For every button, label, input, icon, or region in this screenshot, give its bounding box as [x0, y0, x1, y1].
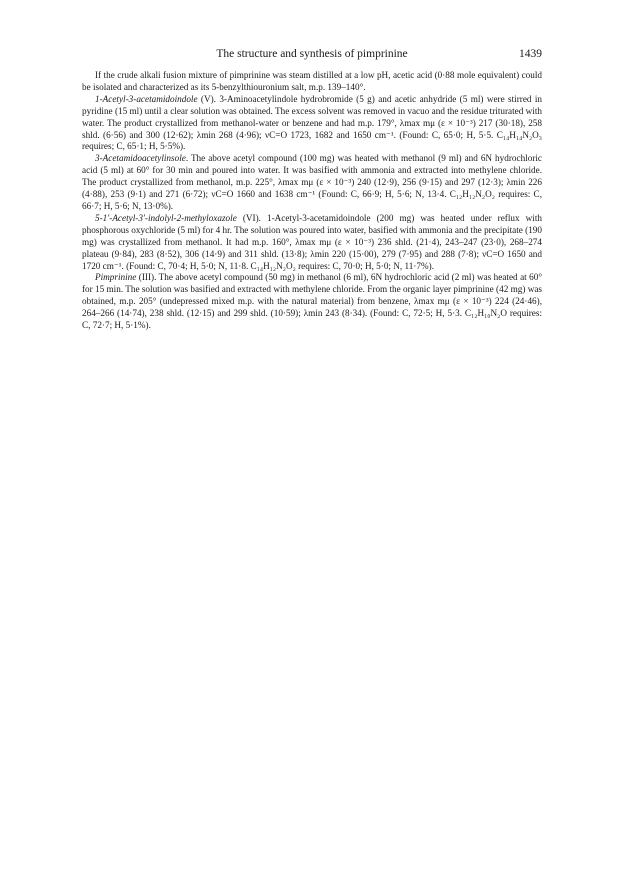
- paragraph-acetyl-acetamidoindole: [82, 94, 542, 154]
- paragraph-text: . The above acetyl compound (100 mg) was heated with methanol (9 ml) and 6N hydrochloric acid (5 ml) at 60° for 30 min and poured into water. It was basified with ammonia and extracted into methylene chloride. The product crystallized from methanol, m.p. 225°, λmax mμ (ε × 10⁻³) 240 (12·9), 256 (9·15) and 297 (12·3); λmin 226 (4·88), 253 (9·1) and 271 (6·72); νC=O 1660 and 1638 cm⁻¹ (Found: C, 66·9; H, 5·6; N, 13·4. C₁₂H₁₂N₂O₂ requires: C, 66·7; H, 5·6; N, 13·0%).: [82, 153, 542, 211]
- paragraph-pimprinine: [82, 272, 542, 332]
- paragraph-methyloxazole: [82, 213, 542, 273]
- compound-name: 5-1′-Acetyl-3′-indolyl-2-methyloxazole: [95, 212, 237, 223]
- article-body: [82, 70, 542, 332]
- paragraph-text: (V). 3-Aminoacetylindole hydrobromide (5 g) and acetic anhydride (5 ml) were stirred in pyridine (15 ml) until a clear solution was obtained. The excess solvent was removed in vacuo and the residue triturated with water. The product crystallized from methanol-water or benzene and had m.p. 179°, λmax mμ (ε × 10⁻³) 217 (30·18), 258 shld. (6·56) and 300 (12·62); λmin 268 (4·96); νC=O 1723, 1682 and 1650 cm⁻¹. (Found: C, 65·0; H, 5·5. C₁₄H₁₄N₂O₃ requires; C, 65·1; H, 5·5%).: [82, 93, 542, 152]
- page-number: 1439: [519, 48, 542, 60]
- paragraph-acetamidoacetylindole: [82, 153, 542, 213]
- compound-name: 1-Acetyl-3-acetamidoindole: [95, 93, 198, 104]
- compound-name: Pimprinine: [95, 272, 137, 283]
- running-header: [82, 48, 542, 64]
- compound-name: 3-Acetamidoacetylinsole: [95, 153, 186, 164]
- running-title: The structure and synthesis of pimprinine: [216, 48, 408, 60]
- paragraph-text: If the crude alkali fusion mixture of pimprinine was steam distilled at a low pH, acetic acid (0·88 mole equivalent) could be isolated and characterized as its 5-benzylthiouronium salt, m.p. 139–140°.: [82, 70, 542, 92]
- paragraph-text: (III). The above acetyl compound (50 mg) in methanol (6 ml), 6N hydrochloric acid (2 ml) was heated at 60° for 15 min. The solution was basified and extracted with methylene chloride. From the organic layer pimprinine (42 mg) was obtained, m.p. 205° (undepressed mixed m.p. with the natural material) from benzene, λmax mμ (ε × 10⁻³) 224 (24·46), 264–266 (14·74), 238 shld. (12·15) and 299 shld. (10·59); λmin 243 (8·34). (Found: C, 72·5; H, 5·3. C₁₂H₁₀N₂O requires: C, 72·7; H, 5·1%).: [82, 272, 542, 331]
- paragraph-acetic-acid: [82, 70, 542, 94]
- paragraph-text: (VI). 1-Acetyl-3-acetamidoindole (200 mg) was heated under reflux with phosphorous oxychloride (5 ml) for 4 hr. The solution was poured into water, basified with ammonia and the precipitate (190 mg) was crystallized from methanol. It had m.p. 160°, λmax mμ (ε × 10⁻³) 236 shld. (21·4), 243–247 (23·0), 268–274 plateau (9·84), 283 (8·52), 306 (14·9) and 311 shld. (13·8); λmin 220 (15·00), 279 (7·95) and 288 (7·8); νC=O 1650 and 1720 cm⁻¹. (Found: C, 70·4; H, 5·0; N, 11·8. C₁₄H₁₂N₂O₂ requires: C, 70·0; H, 5·0; N, 11·7%).: [82, 212, 542, 271]
